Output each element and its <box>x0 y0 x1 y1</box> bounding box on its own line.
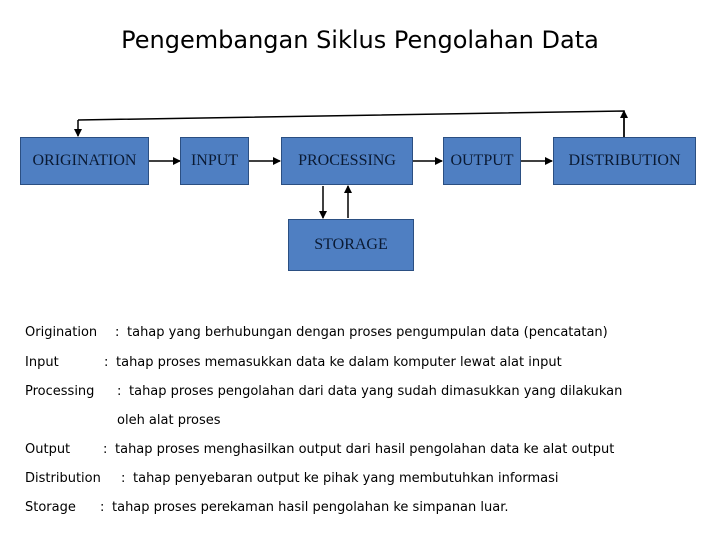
node-processing: PROCESSING <box>281 137 413 185</box>
node-input: INPUT <box>180 137 249 185</box>
arrow-distribution-to-origination <box>78 111 624 137</box>
definition-text: tahap penyebaran output ke pihak yang membutuhkan informasi <box>133 471 559 486</box>
definition-text: tahap proses perekaman hasil pengolahan ke simpanan luar. <box>112 500 509 515</box>
definition-text: tahap proses menghasilkan output dari hasil pengolahan data ke alat output <box>115 442 615 457</box>
definition-term: Distribution <box>25 471 101 486</box>
definition-term: Storage <box>25 500 76 515</box>
definition-text: oleh alat proses <box>117 413 221 428</box>
definition-term: Processing <box>25 384 95 399</box>
definition-term: Output <box>25 442 71 457</box>
definition-separator: : <box>100 500 105 515</box>
definition-text: tahap yang berhubungan dengan proses pengumpulan data (pencatatan) <box>127 325 608 340</box>
definition-row <box>25 442 614 457</box>
definition-separator: : <box>121 471 126 486</box>
definition-row <box>25 325 608 340</box>
definition-row <box>25 500 509 515</box>
definition-separator: : <box>117 384 122 399</box>
definition-separator: : <box>104 355 109 370</box>
definition-term: Origination <box>25 325 98 340</box>
node-output: OUTPUT <box>443 137 521 185</box>
node-origination: ORIGINATION <box>20 137 149 185</box>
definition-term: Input <box>25 355 59 370</box>
definition-text: tahap proses pengolahan dari data yang sudah dimasukkan yang dilakukan <box>129 384 623 399</box>
node-distribution: DISTRIBUTION <box>553 137 696 185</box>
definition-row <box>25 384 622 399</box>
definition-row <box>25 355 562 370</box>
definition-row <box>117 413 221 428</box>
page-title: Pengembangan Siklus Pengolahan Data <box>121 26 599 54</box>
definition-row <box>25 471 559 486</box>
definition-separator: : <box>103 442 108 457</box>
definition-text: tahap proses memasukkan data ke dalam komputer lewat alat input <box>116 355 562 370</box>
definition-separator: : <box>115 325 120 340</box>
node-storage: STORAGE <box>288 219 414 271</box>
